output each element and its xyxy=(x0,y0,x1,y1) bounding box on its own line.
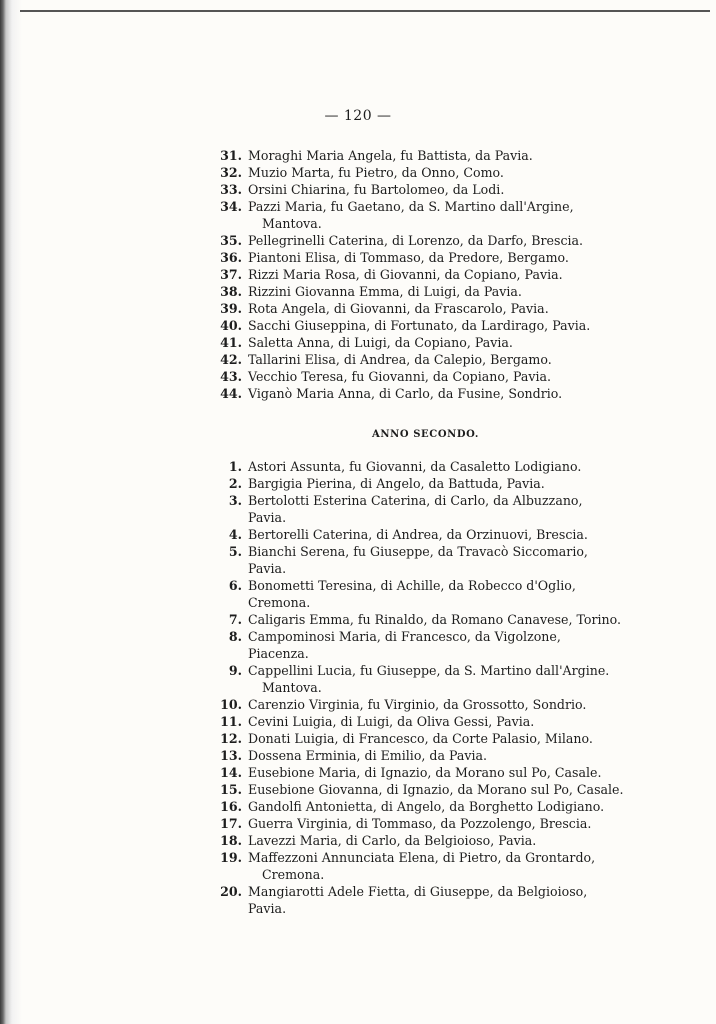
entry-text-wrapper xyxy=(248,747,624,764)
list-entry xyxy=(214,662,624,696)
entry-number: 40. xyxy=(220,318,242,333)
entry-text-continuation: Cremona. xyxy=(262,867,325,882)
entry-text-wrapper xyxy=(248,543,624,577)
entry-text: Sacchi Giuseppina, di Fortunato, da Lardirago, Pavia. xyxy=(248,318,591,333)
list-entry xyxy=(214,283,624,300)
entry-text: Mangiarotti Adele Fietta, di Giuseppe, da Belgioioso, Pavia. xyxy=(248,884,588,916)
entry-text-continuation: Mantova. xyxy=(262,680,322,695)
entry-text: Rizzi Maria Rosa, di Giovanni, da Copiano, Pavia. xyxy=(248,267,563,282)
list-entry xyxy=(214,832,624,849)
entry-text-wrapper xyxy=(248,628,624,662)
entry-text-wrapper xyxy=(248,781,624,798)
entry-number: 17. xyxy=(220,816,242,831)
entry-number: 4. xyxy=(228,527,242,542)
list-entry xyxy=(214,628,624,662)
entry-text-wrapper xyxy=(248,696,624,713)
list-entry xyxy=(214,181,624,198)
entry-text: Campominosi Maria, di Francesco, da Vigolzone, Piacenza. xyxy=(248,629,561,661)
entry-text: Lavezzi Maria, di Carlo, da Belgioioso, Pavia. xyxy=(248,833,537,848)
list-entry xyxy=(214,730,624,747)
entry-text-wrapper xyxy=(248,300,624,317)
entry-number: 42. xyxy=(220,352,242,367)
list-entry xyxy=(214,781,624,798)
entry-number: 43. xyxy=(220,369,242,384)
entry-text-wrapper xyxy=(248,475,624,492)
entry-text: Muzio Marta, fu Pietro, da Onno, Como. xyxy=(248,165,504,180)
entry-text-wrapper xyxy=(248,764,624,781)
entry-text-wrapper xyxy=(248,832,624,849)
entry-number: 12. xyxy=(220,731,242,746)
entry-number: 37. xyxy=(220,267,242,282)
entry-text-wrapper xyxy=(248,730,624,747)
entry-number: 18. xyxy=(220,833,242,848)
entry-text-wrapper xyxy=(248,351,624,368)
entry-number: 15. xyxy=(220,782,242,797)
entry-text-wrapper xyxy=(248,611,624,628)
entry-text: Maffezzoni Annunciata Elena, di Pietro, da Grontardo, xyxy=(248,850,596,865)
student-list-first-year xyxy=(214,147,624,402)
entry-text: Bertorelli Caterina, di Andrea, da Orzinuovi, Brescia. xyxy=(248,527,588,542)
entry-text-wrapper xyxy=(248,662,624,696)
list-entry xyxy=(214,492,624,526)
list-entry xyxy=(214,764,624,781)
list-entry xyxy=(214,713,624,730)
entry-text: Piantoni Elisa, di Tommaso, da Predore, Bergamo. xyxy=(248,250,569,265)
list-entry xyxy=(214,475,624,492)
entry-text-wrapper xyxy=(248,164,624,181)
list-entry xyxy=(214,368,624,385)
list-entry xyxy=(214,849,624,883)
scan-binding-edge xyxy=(0,0,22,1024)
entry-number: 14. xyxy=(220,765,242,780)
entry-number: 44. xyxy=(220,386,242,401)
page-number: — 120 — xyxy=(324,108,392,124)
entry-text: Bonometti Teresina, di Achille, da Robecco d'Oglio, Cremona. xyxy=(248,578,576,610)
entry-text: Vecchio Teresa, fu Giovanni, da Copiano, Pavia. xyxy=(248,369,552,384)
entry-text: Pazzi Maria, fu Gaetano, da S. Martino dall'Argine, xyxy=(248,199,574,214)
entry-text: Bianchi Serena, fu Giuseppe, da Travacò Siccomario, Pavia. xyxy=(248,544,588,576)
list-entry xyxy=(214,249,624,266)
list-entry xyxy=(214,526,624,543)
entry-text-wrapper xyxy=(248,147,624,164)
entry-number: 11. xyxy=(220,714,242,729)
entry-text-wrapper xyxy=(248,713,624,730)
entry-text: Caligaris Emma, fu Rinaldo, da Romano Canavese, Torino. xyxy=(248,612,622,627)
entry-text: Gandolfi Antonietta, di Angelo, da Borghetto Lodigiano. xyxy=(248,799,605,814)
list-entry xyxy=(214,266,624,283)
entry-text: Rizzini Giovanna Emma, di Luigi, da Pavia. xyxy=(248,284,522,299)
entry-text-wrapper xyxy=(248,181,624,198)
entry-number: 10. xyxy=(220,697,242,712)
entry-text: Tallarini Elisa, di Andrea, da Calepio, Bergamo. xyxy=(248,352,552,367)
list-entry xyxy=(214,747,624,764)
list-entry xyxy=(214,351,624,368)
list-entry xyxy=(214,883,624,917)
entry-text-wrapper xyxy=(248,526,624,543)
entry-number: 36. xyxy=(220,250,242,265)
list-entry xyxy=(214,458,624,475)
list-entry xyxy=(214,317,624,334)
entry-text: Rota Angela, di Giovanni, da Frascarolo, Pavia. xyxy=(248,301,549,316)
entry-text: Dossena Erminia, di Emilio, da Pavia. xyxy=(248,748,488,763)
entry-number: 2. xyxy=(228,476,242,491)
entry-text: Carenzio Virginia, fu Virginio, da Grossotto, Sondrio. xyxy=(248,697,587,712)
entry-text-wrapper xyxy=(248,317,624,334)
entry-text-wrapper xyxy=(248,266,624,283)
entry-number: 41. xyxy=(220,335,242,350)
section-heading-anno-secondo: ANNO SECONDO. xyxy=(372,429,479,440)
entry-text-continuation: Mantova. xyxy=(262,216,322,231)
entry-text: Orsini Chiarina, fu Bartolomeo, da Lodi. xyxy=(248,182,505,197)
list-entry xyxy=(214,334,624,351)
entry-text: Cevini Luigia, di Luigi, da Oliva Gessi, Pavia. xyxy=(248,714,535,729)
list-entry xyxy=(214,385,624,402)
list-entry xyxy=(214,198,624,232)
entry-text: Donati Luigia, di Francesco, da Corte Palasio, Milano. xyxy=(248,731,593,746)
entry-text-wrapper xyxy=(248,577,624,611)
entry-text-wrapper xyxy=(248,368,624,385)
entry-text: Moraghi Maria Angela, fu Battista, da Pavia. xyxy=(248,148,533,163)
entry-number: 13. xyxy=(220,748,242,763)
list-entry xyxy=(214,815,624,832)
list-entry xyxy=(214,798,624,815)
entry-number: 38. xyxy=(220,284,242,299)
entry-text: Eusebione Maria, di Ignazio, da Morano sul Po, Casale. xyxy=(248,765,602,780)
list-entry xyxy=(214,164,624,181)
entry-text: Saletta Anna, di Luigi, da Copiano, Pavia. xyxy=(248,335,513,350)
entry-text: Viganò Maria Anna, di Carlo, da Fusine, Sondrio. xyxy=(248,386,563,401)
entry-number: 31. xyxy=(220,148,242,163)
entry-text: Bargigia Pierina, di Angelo, da Battuda, Pavia. xyxy=(248,476,545,491)
entry-text: Astori Assunta, fu Giovanni, da Casaletto Lodigiano. xyxy=(248,459,582,474)
list-entry xyxy=(214,147,624,164)
entry-text: Guerra Virginia, di Tommaso, da Pozzolengo, Brescia. xyxy=(248,816,592,831)
entry-number: 20. xyxy=(220,884,242,899)
list-entry xyxy=(214,543,624,577)
entry-number: 6. xyxy=(228,578,242,593)
entry-text-wrapper xyxy=(248,198,624,232)
entry-text: Cappellini Lucia, fu Giuseppe, da S. Martino dall'Argine. xyxy=(248,663,610,678)
list-entry xyxy=(214,300,624,317)
entry-text-wrapper xyxy=(248,815,624,832)
entry-number: 32. xyxy=(220,165,242,180)
entry-number: 1. xyxy=(228,459,242,474)
entry-text-wrapper xyxy=(248,849,624,883)
entry-number: 7. xyxy=(228,612,242,627)
student-list-second-year xyxy=(214,458,624,917)
entry-text-wrapper xyxy=(248,283,624,300)
entry-number: 19. xyxy=(220,850,242,865)
entry-number: 3. xyxy=(228,493,242,508)
entry-number: 34. xyxy=(220,199,242,214)
list-entry xyxy=(214,577,624,611)
entry-text: Bertolotti Esterina Caterina, di Carlo, da Albuzzano, Pavia. xyxy=(248,493,583,525)
entry-number: 16. xyxy=(220,799,242,814)
list-entry xyxy=(214,696,624,713)
entry-text-wrapper xyxy=(248,492,624,526)
entry-text-wrapper xyxy=(248,249,624,266)
entry-text-wrapper xyxy=(248,883,624,917)
entry-text-wrapper xyxy=(248,334,624,351)
entry-number: 33. xyxy=(220,182,242,197)
entry-text: Eusebione Giovanna, di Ignazio, da Morano sul Po, Casale. xyxy=(248,782,624,797)
entry-number: 35. xyxy=(220,233,242,248)
entry-text-wrapper xyxy=(248,798,624,815)
list-entry xyxy=(214,611,624,628)
entry-text: Pellegrinelli Caterina, di Lorenzo, da Darfo, Brescia. xyxy=(248,233,584,248)
entry-text-wrapper xyxy=(248,385,624,402)
entry-text-wrapper xyxy=(248,232,624,249)
list-entry xyxy=(214,232,624,249)
top-rule xyxy=(20,10,710,12)
entry-text-wrapper xyxy=(248,458,624,475)
entry-number: 8. xyxy=(228,629,242,644)
entry-number: 9. xyxy=(228,663,242,678)
entry-number: 39. xyxy=(220,301,242,316)
entry-number: 5. xyxy=(228,544,242,559)
